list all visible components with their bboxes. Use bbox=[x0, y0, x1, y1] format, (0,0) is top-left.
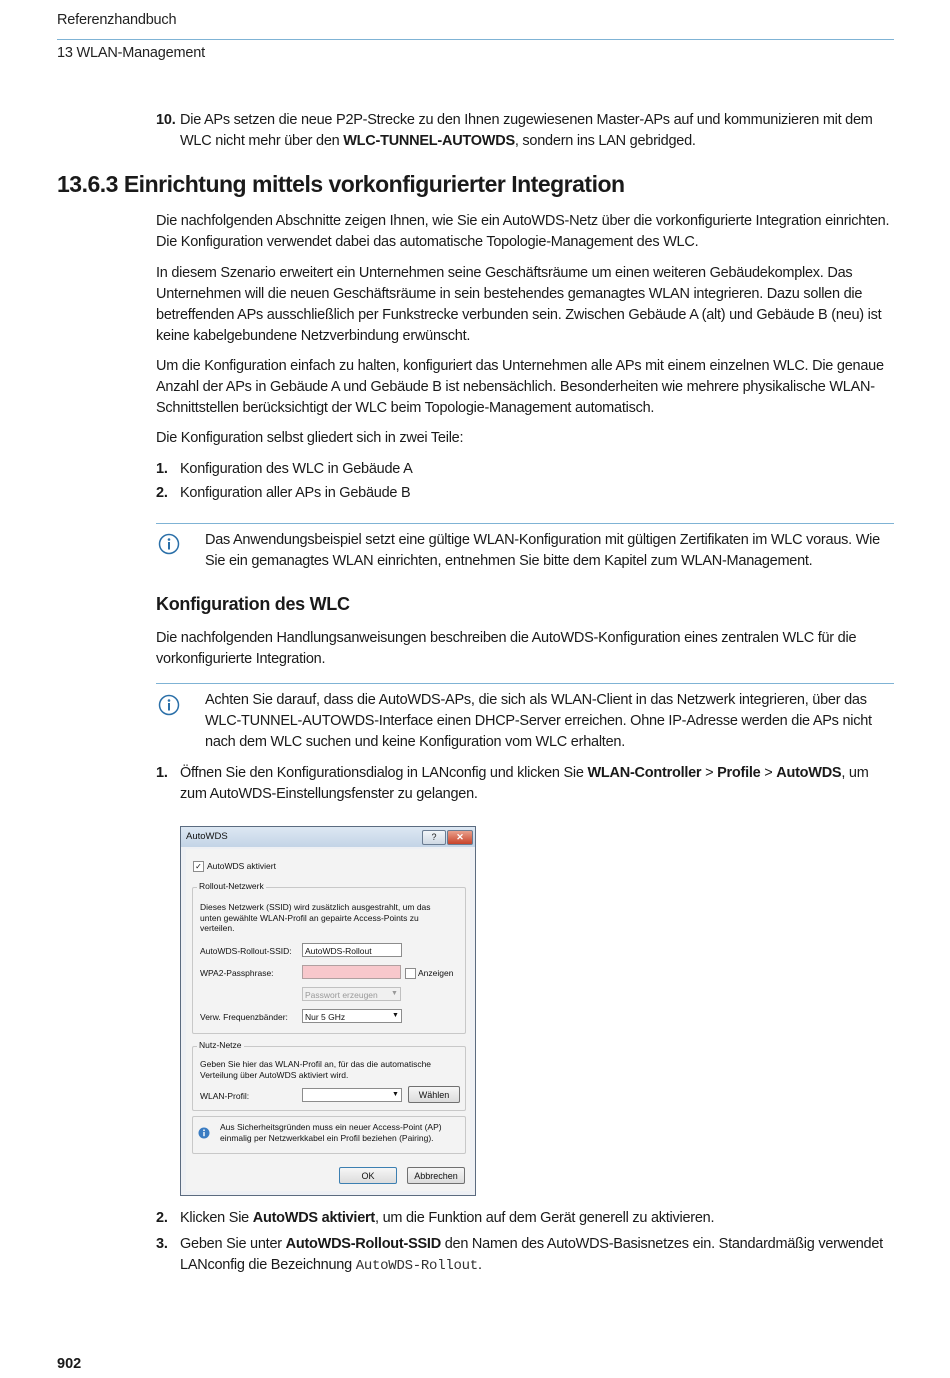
subsection-intro: Die nachfolgenden Handlungsanweisungen beschreiben die AutoWDS-Konfiguration eines zentralen WLC für die vorkonfigurierte Integration. bbox=[156, 630, 857, 667]
autowds-enable-label: AutoWDS aktiviert bbox=[207, 861, 276, 871]
page-number: 902 bbox=[57, 1356, 82, 1372]
dialog-title: AutoWDS bbox=[186, 831, 228, 842]
cancel-button[interactable]: Abbrechen bbox=[407, 1167, 465, 1184]
chevron-down-icon: ▼ bbox=[392, 1091, 399, 1098]
parts-list-number-1: 1. bbox=[156, 461, 168, 477]
subsection-title: Konfiguration des WLC bbox=[156, 594, 350, 614]
choose-profile-button[interactable]: Wählen bbox=[408, 1086, 460, 1103]
help-button[interactable]: ? bbox=[422, 830, 446, 845]
ssid-input[interactable]: AutoWDS-Rollout bbox=[302, 943, 402, 957]
note-2-text: Achten Sie darauf, dass die AutoWDS-APs, die sich als WLAN-Client in das Netzwerk integrieren, über das WLC-TUNNEL-AUTOWDS-Interface einen DHCP-Server erreichen. Ohne IP-Adresse werden die APs nicht nach dem WLC suchen und keine Konfiguration vom WLC erhalten. bbox=[205, 692, 872, 750]
rollout-group-label: Rollout-Netzwerk bbox=[199, 881, 264, 891]
step-3-text: Geben Sie unter AutoWDS-Rollout-SSID den Namen des AutoWDS-Basisnetzes ein. Standardmäßig verwendet LANconfig die Bezeichnung AutoWDS-Rollout. bbox=[180, 1236, 883, 1274]
step-2-text: Klicken Sie AutoWDS aktiviert, um die Funktion auf dem Gerät generell zu aktivieren. bbox=[180, 1210, 715, 1226]
paragraph-4: Die Konfiguration selbst gliedert sich in zwei Teile: bbox=[156, 430, 464, 446]
wlan-profile-label: WLAN-Profil: bbox=[200, 1091, 250, 1101]
paragraph-3: Um die Konfiguration einfach zu halten, konfiguriert das Unternehmen alle APs mit einem einzelnen WLC. Die genaue Anzahl der APs in Gebäude A und Gebäude B ist nebensächlich. Besonderheiten wie mehrere physikalische WLAN-Schnittstellen berücksichtigt der WLC beim Topologie-Management automatisch. bbox=[156, 358, 884, 416]
show-passphrase-checkbox[interactable] bbox=[405, 968, 416, 979]
dialog-body bbox=[186, 849, 470, 1191]
user-networks-description: Geben Sie hier das WLAN-Profil an, für das die automatische Verteilung über AutoWDS aktiviert wird. bbox=[200, 1059, 432, 1080]
passphrase-label: WPA2-Passphrase: bbox=[200, 968, 274, 978]
parts-list-item-2: Konfiguration aller APs in Gebäude B bbox=[180, 485, 411, 501]
paragraph-2: In diesem Szenario erweitert ein Unternehmen seine Geschäftsräume um einen weiteren Gebäudekomplex. Das Unternehmen will die neuen Geschäftsräume in sein bestehendes gemanagtes WLAN integrieren. Dazu sollen die betreffenden APs ausschließlich per Funkstrecke verbunden sein. Zwischen Gebäude A (alt) und Gebäude B (neu) ist keine kabelgebundene Netzverbindung erwünscht. bbox=[156, 265, 882, 344]
running-header-title: Referenzhandbuch bbox=[57, 12, 177, 28]
ok-button[interactable]: OK bbox=[339, 1167, 397, 1184]
ssid-label: AutoWDS-Rollout-SSID: bbox=[200, 946, 292, 956]
user-networks-group-label: Nutz-Netze bbox=[199, 1040, 242, 1050]
note-2-rule bbox=[156, 683, 894, 684]
running-header-chapter: 13 WLAN-Management bbox=[57, 45, 205, 61]
security-info-text: Aus Sicherheitsgründen muss ein neuer Access-Point (AP) einmalig per Netzwerkkabel ein Profil beziehen (Pairing). bbox=[220, 1122, 442, 1143]
close-button[interactable]: ✕ bbox=[447, 830, 473, 845]
rollout-description: Dieses Netzwerk (SSID) wird zusätzlich ausgestrahlt, um das unten gewählte WLAN-Profil an gepairte Access-Points zu verteilen. bbox=[200, 902, 431, 933]
step-3-number: 3. bbox=[156, 1236, 168, 1252]
passphrase-input[interactable] bbox=[302, 965, 401, 979]
wlan-profile-select[interactable] bbox=[302, 1088, 402, 1102]
note-1-text: Das Anwendungsbeispiel setzt eine gültige WLAN-Konfiguration mit gültigen Zertifikaten im WLC voraus. Wie Sie ein gemanagtes WLAN einrichten, entnehmen Sie bitte dem Kapitel zum WLAN-Management. bbox=[205, 532, 880, 569]
info-icon bbox=[158, 694, 180, 716]
generate-password-button[interactable]: Passwort erzeugen ▼ bbox=[302, 987, 401, 1001]
info-icon bbox=[158, 533, 180, 555]
note-1-rule bbox=[156, 523, 894, 524]
paragraph-1: Die nachfolgenden Abschnitte zeigen Ihnen, wie Sie ein AutoWDS-Netz über die vorkonfigurierte Integration einrichten. Die Konfiguration verwendet dabei das automatische Topologie-Management des WLC. bbox=[156, 213, 890, 250]
autowds-enable-checkbox[interactable]: ✓ bbox=[193, 861, 204, 872]
header-rule bbox=[57, 39, 894, 40]
step-10-number: 10. bbox=[156, 112, 176, 128]
chevron-down-icon: ▼ bbox=[392, 1012, 399, 1019]
frequency-label: Verw. Frequenzbänder: bbox=[200, 1012, 288, 1022]
step-1-number: 1. bbox=[156, 765, 168, 781]
section-title: 13.6.3 Einrichtung mittels vorkonfigurierter Integration bbox=[57, 171, 625, 197]
step-10-text: Die APs setzen die neue P2P-Strecke zu den Ihnen zugewiesenen Master-APs auf und kommunizieren mit dem WLC nicht mehr über den WLC-TUNNEL-AUTOWDS, sondern ins LAN gebridged. bbox=[180, 112, 873, 149]
info-icon bbox=[198, 1127, 210, 1139]
step-1-text: Öffnen Sie den Konfigurationsdialog in LANconfig und klicken Sie WLAN-Controller > Profile > AutoWDS, um zum AutoWDS-Einstellungsfenster zu gelangen. bbox=[180, 765, 869, 802]
parts-list-item-1: Konfiguration des WLC in Gebäude A bbox=[180, 461, 413, 477]
autowds-dialog bbox=[180, 826, 476, 1196]
parts-list-number-2: 2. bbox=[156, 485, 168, 501]
step-2-number: 2. bbox=[156, 1210, 168, 1226]
chevron-down-icon: ▼ bbox=[391, 990, 398, 997]
show-passphrase-label: Anzeigen bbox=[418, 968, 454, 978]
frequency-select[interactable]: Nur 5 GHz ▼ bbox=[302, 1009, 402, 1023]
dialog-titlebar bbox=[181, 827, 475, 847]
